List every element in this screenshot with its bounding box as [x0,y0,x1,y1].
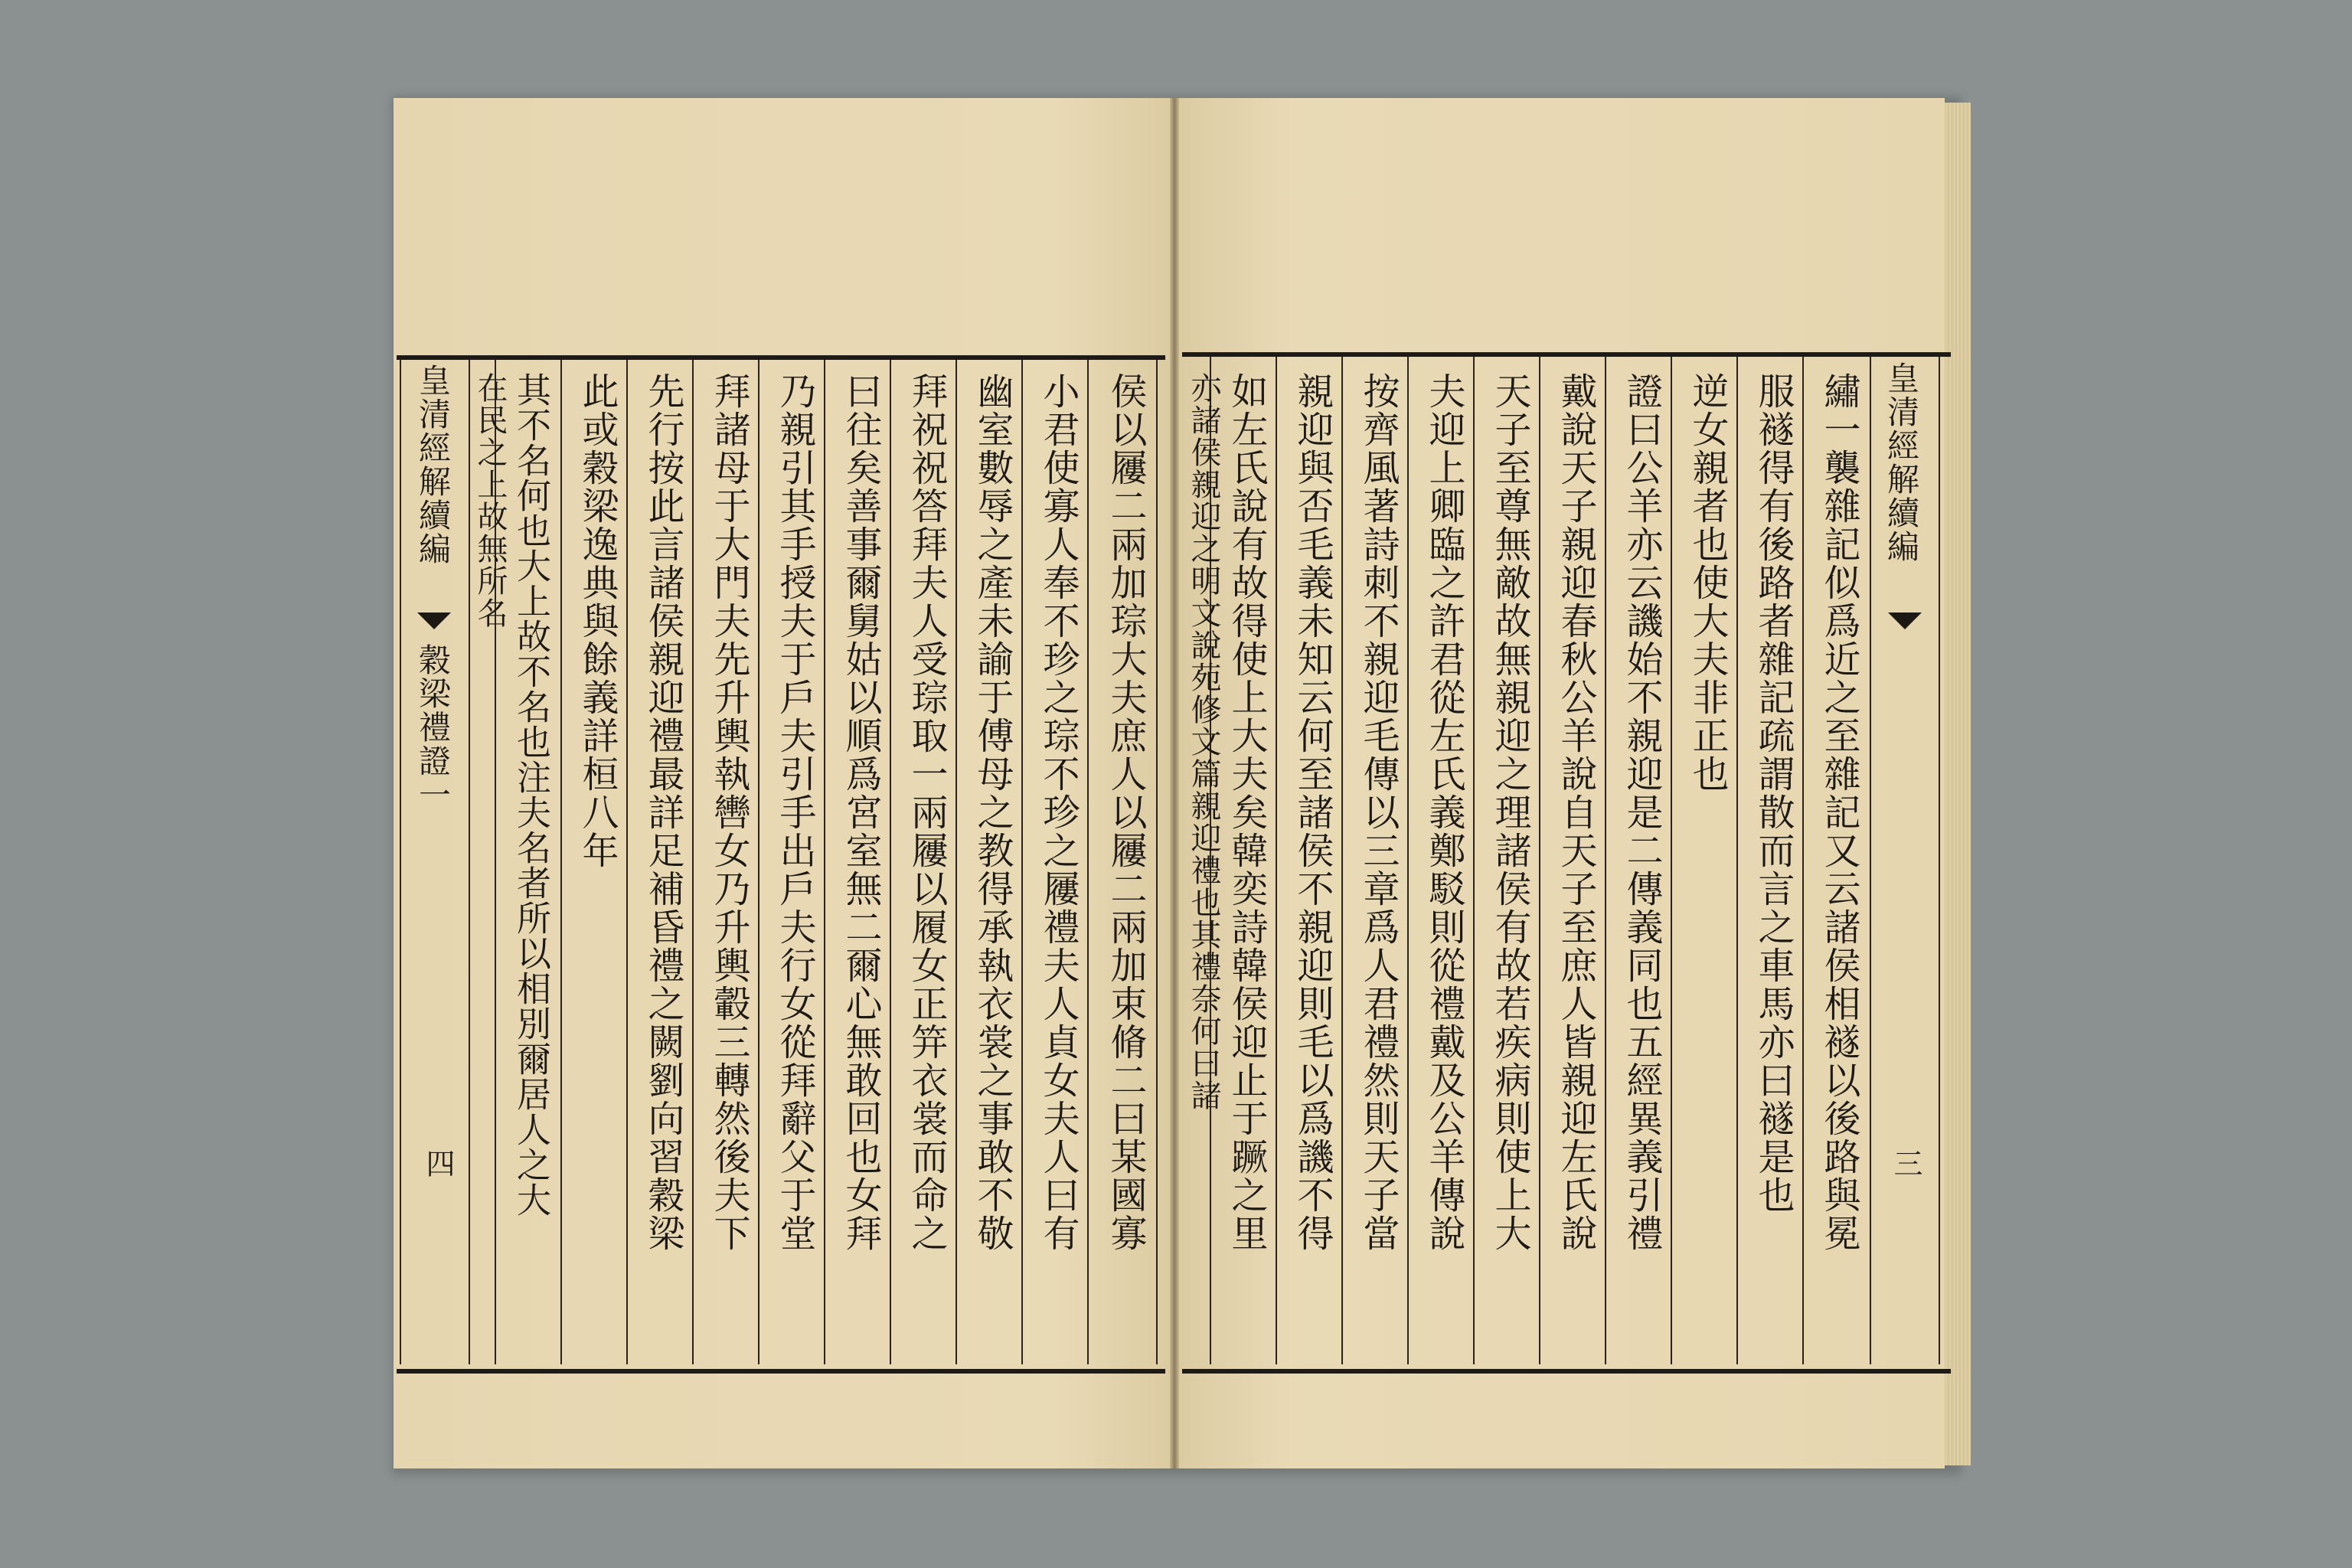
right-text-column: 夫迎上卿臨之許君從左氏義鄭駁則從禮戴及公羊傳說 [1423,372,1465,1253]
right-col-rule [1671,357,1672,1364]
left-text-column: 拜諸母于大門夫先升輿執轡女乃升輿轂三轉然後夫下 [707,372,750,1253]
left-text-column: 乃親引其手授夫于戶夫引手出戶夫行女從拜辭父于堂 [773,372,816,1253]
left-outer-rule [400,360,401,1364]
right-text-column: 逆女親者也使大夫非正也 [1686,372,1729,793]
left-text-column: 侯以屨二兩加琮大夫庶人以屨二兩加束脩二曰某國寡 [1104,372,1147,1253]
left-text-column: 小君使寡人奉不珍之琮不珍之屨禮夫人貞女夫人曰有 [1037,372,1080,1253]
right-text-column: 如左氏說有故得使上大夫矣韓奕詩韓侯迎止于蹶之里 [1225,372,1268,1253]
left-col-rule [758,360,760,1364]
left-col-rule [692,360,694,1364]
left-text-column: 在民之上故無所名 [472,372,508,629]
right-col-rule [1407,357,1409,1364]
right-margin-title: 皇清經解續編 [1883,361,1920,564]
right-text-column: 戴說天子親迎春秋公羊說自天子至庶人皆親迎左氏說 [1554,372,1597,1253]
right-margin-rule [1870,357,1871,1364]
left-section-title: 穀梁禮證一 [414,643,452,812]
right-col-rule [1341,357,1343,1364]
right-col-rule [1539,357,1540,1364]
right-text-column: 天子至尊無敵故無親迎之理諸侯有故若疾病則使上大 [1488,372,1531,1253]
left-col-rule [560,360,562,1364]
left-col-rule [890,360,891,1364]
book-gutter [1170,98,1179,1468]
right-folio: 三 [1889,1148,1922,1178]
right-col-rule [1605,357,1606,1364]
right-col-rule [1736,357,1738,1364]
right-text-column: 亦諸侯親迎之明文說苑修文篇親迎禮也其禮奈何曰諸 [1186,372,1221,1112]
right-col-rule [1276,357,1277,1364]
left-col-rule [1021,360,1023,1364]
right-text-column: 按齊風著詩刺不親迎毛傳以三章爲人君禮然則天子當 [1357,372,1400,1253]
left-col-rule [824,360,825,1364]
left-text-column: 曰往矣善事爾舅姑以順爲宮室無二爾心無敢回也女拜 [839,372,882,1253]
left-text-column: 其不名何也大上故不名也注夫名者所以相別爾居人之大 [511,372,551,1217]
left-col-rule [626,360,628,1364]
left-text-column: 拜祝祝答拜夫人受琮取一兩屨以履女正笄衣裳而命之 [905,372,948,1253]
right-text-column: 親迎與否毛義未知云何至諸侯不親迎則毛以爲譏不得 [1291,372,1334,1253]
left-text-column: 此或穀梁逸典與餘義詳桓八年 [576,372,619,870]
left-text-column: 幽室數辱之產未諭于傅母之教得承執衣裳之事敢不敬 [971,372,1014,1253]
left-col-rule [1156,360,1158,1364]
right-col-rule [1473,357,1475,1364]
right-col-rule [1802,357,1804,1364]
left-margin-title: 皇清經解續編 [414,364,452,566]
right-outer-rule [1939,357,1940,1364]
fishtail-mark-left [417,612,451,629]
right-text-column: 繡一襲雜記似爲近之至雜記又云諸侯相襚以後路與冕 [1818,372,1860,1253]
left-col-rule [1087,360,1089,1364]
right-text-column: 服襚得有後路者雜記疏謂散而言之車馬亦曰襚是也 [1752,372,1795,1214]
left-folio: 四 [421,1148,455,1178]
fishtail-mark-right [1888,612,1922,629]
left-col-rule [956,360,957,1364]
left-text-column: 先行按此言諸侯親迎禮最詳足補昏禮之闕劉向習穀梁 [642,372,684,1253]
right-text-column: 證曰公羊亦云譏始不親迎是二傳義同也五經異義引禮 [1620,372,1663,1253]
